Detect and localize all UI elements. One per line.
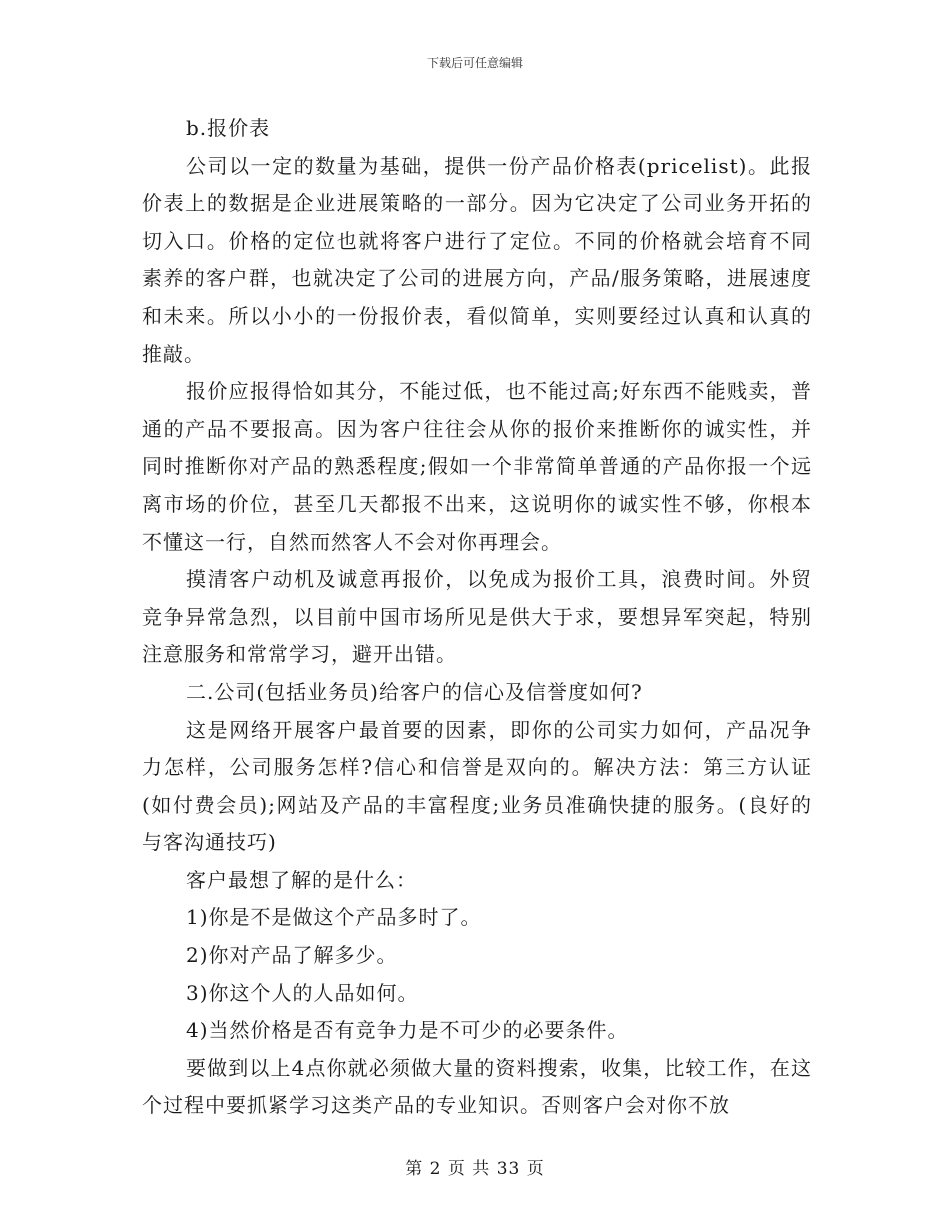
paragraph-pricing-advice: 报价应报得恰如其分，不能过低，也不能过高;好东西不能贱卖，普通的产品不要报高。因为客户往往会从你的报价来推断你的诚实性，并同时推断你对产品的熟悉程度;假如一个非常简单普通的产品你报一个远离市场的价位，甚至几天都报不出来，这说明你的诚实性不够，你根本不懂这一行，自然而然客人不会对你再理会。 bbox=[142, 379, 812, 554]
document-body bbox=[142, 110, 812, 1125]
list-item-2: 2)你对产品了解多少。 bbox=[186, 943, 398, 968]
paragraph-price-list: 公司以一定的数量为基础，提供一份产品价格表(pricelist)。此报价表上的数据是企业进展策略的一部分。因为它决定了公司业务开拓的切入口。价格的定位也就将客户进行了定位。不同的价格就会培育不同素养的客户群，也就决定了公司的进展方向，产品/服务策略，进展速度和未来。所以小小的一份报价表，看似简单，实则要经过认真和认真的推敲。 bbox=[142, 153, 812, 366]
page-number: 第 2 页 共 33 页 bbox=[405, 1159, 545, 1179]
list-item-3: 3)你这个人的人品如何。 bbox=[186, 980, 419, 1005]
paragraph-research: 要做到以上4点你就必须做大量的资料搜索，收集，比较工作，在这个过程中要抓紧学习这类产品的专业知识。否则客户会对你不放 bbox=[142, 1055, 812, 1118]
section-heading-credibility: 二.公司(包括业务员)给客户的信心及信誉度如何? bbox=[186, 679, 643, 704]
paragraph-credibility: 这是网络开展客户最首要的因素，即你的公司实力如何，产品况争力怎样，公司服务怎样?信心和信誉是双向的。解决方法：第三方认证(如付费会员);网站及产品的丰富程度;业务员准确快捷的服务。(良好的与客沟通技巧) bbox=[142, 717, 812, 855]
list-item-4: 4)当然价格是否有竞争力是不可少的必要条件。 bbox=[186, 1018, 629, 1043]
page-header-note: 下载后可任意编辑 bbox=[426, 56, 523, 70]
list-item-1: 1)你是不是做这个产品多时了。 bbox=[186, 905, 482, 930]
paragraph-customer-wants: 客户最想了解的是什么： bbox=[186, 867, 417, 892]
paragraph-customer-motive: 摸清客户动机及诚意再报价，以免成为报价工具，浪费时间。外贸竞争异常急烈，以目前中国市场所见是供大于求，要想异军突起，特别注意服务和常常学习，避开出错。 bbox=[142, 567, 812, 667]
section-heading-quote-sheet: b.报价表 bbox=[186, 116, 271, 140]
